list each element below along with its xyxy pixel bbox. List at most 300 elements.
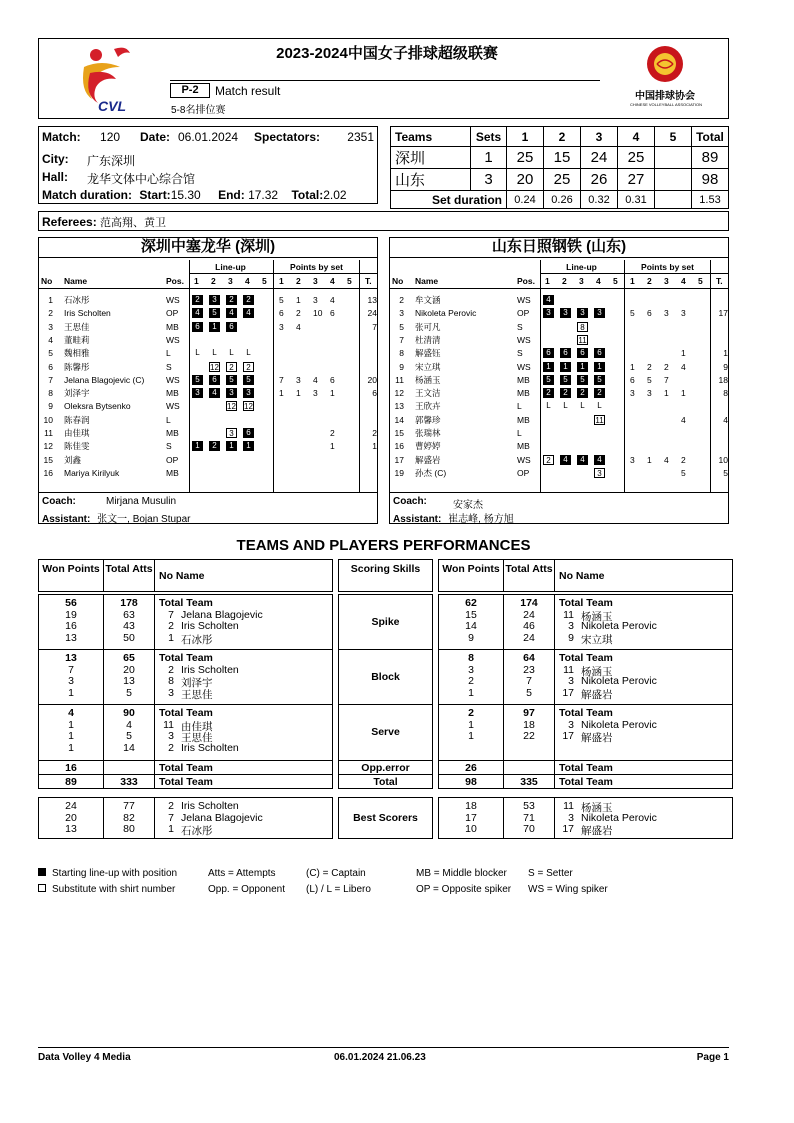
score-total-2: 98 bbox=[692, 169, 729, 191]
lineup-cell: L bbox=[580, 401, 585, 411]
lineup-cell: L bbox=[246, 348, 251, 358]
won-points-value: 1 bbox=[468, 686, 474, 699]
set-points: 4 bbox=[296, 321, 301, 332]
player-position: L bbox=[517, 401, 522, 412]
match-label: Match: bbox=[42, 130, 81, 144]
lineup-set-header: 2 bbox=[211, 276, 216, 286]
player-name-value: Total Team bbox=[559, 597, 613, 609]
won-points-value: 3 bbox=[68, 675, 74, 687]
opp-error-left-team: Total Team bbox=[159, 762, 213, 774]
score-2-3: 26 bbox=[581, 169, 618, 191]
player-number-value: 3 bbox=[568, 620, 574, 632]
won-points-value: 1 bbox=[68, 686, 74, 699]
player-position: WS bbox=[166, 401, 180, 412]
scoring-skills-header: Scoring Skills bbox=[350, 563, 421, 575]
player-number: 8 bbox=[399, 348, 404, 359]
won-points-value: 1 bbox=[68, 730, 74, 742]
set-points: 2 bbox=[647, 361, 652, 372]
player-row bbox=[39, 414, 377, 427]
player-row bbox=[39, 427, 377, 440]
legend-ws: WS = Wing spiker bbox=[528, 884, 608, 895]
won-points-value: 7 bbox=[68, 663, 74, 676]
total-atts-value: 13 bbox=[123, 675, 135, 687]
total-atts-value: 14 bbox=[123, 741, 135, 754]
best-atts: 70 bbox=[523, 823, 535, 835]
player-row bbox=[390, 427, 728, 440]
player-row bbox=[390, 467, 728, 480]
lineup-cell: 4 bbox=[577, 455, 588, 465]
player-row bbox=[390, 361, 728, 374]
lineup-cell: 3 bbox=[577, 308, 588, 318]
hall-label: Hall: bbox=[42, 170, 69, 184]
best-points: 24 bbox=[65, 800, 77, 812]
team-left-coach-divider bbox=[38, 492, 378, 493]
player-number: 16 bbox=[43, 467, 53, 478]
player-number: 11 bbox=[395, 374, 404, 385]
set-points: 1 bbox=[279, 388, 284, 399]
legend-substitute bbox=[38, 884, 175, 895]
set-points: 1 bbox=[330, 388, 335, 399]
lineup-cell: L bbox=[546, 401, 551, 411]
opp-error-label: Opp.error bbox=[361, 762, 410, 774]
t-header: T. bbox=[365, 276, 372, 286]
player-total: 17 bbox=[718, 308, 728, 319]
total-left-team: Total Team bbox=[159, 776, 213, 788]
player-name-value: Total Team bbox=[159, 707, 213, 719]
player-total: 7 bbox=[372, 321, 377, 332]
match-date: 06.01.2024 bbox=[178, 130, 239, 144]
player-row bbox=[39, 334, 377, 347]
player-name: 陈馨彤 bbox=[64, 361, 90, 372]
col-line bbox=[554, 797, 555, 839]
player-number: 7 bbox=[399, 334, 404, 345]
player-total: 6 bbox=[372, 388, 377, 399]
total-right-pts: 98 bbox=[465, 776, 477, 788]
lineup-cell: 2 bbox=[226, 295, 237, 305]
legend-starting bbox=[38, 868, 177, 879]
legend-atts: Atts = Attempts bbox=[208, 868, 276, 879]
lineup-cell: 4 bbox=[560, 455, 571, 465]
player-total: 8 bbox=[723, 388, 728, 399]
legend-mb: MB = Middle blocker bbox=[416, 868, 507, 879]
won-points-value: 8 bbox=[468, 652, 474, 664]
match-subtitle: 5-8名排位赛 bbox=[171, 105, 226, 116]
player-row bbox=[39, 454, 377, 467]
player-number-value: 11 bbox=[563, 663, 574, 676]
lineup-cell: L bbox=[229, 348, 234, 358]
player-number: 10 bbox=[43, 414, 53, 425]
score-1-5 bbox=[655, 147, 692, 169]
lineup-set-header: 4 bbox=[596, 276, 601, 286]
total-atts-value: 50 bbox=[123, 631, 135, 644]
score-2-5 bbox=[655, 169, 692, 191]
set-points: 7 bbox=[664, 374, 669, 385]
player-total: 10 bbox=[718, 454, 728, 465]
team-right-assistant bbox=[393, 510, 514, 525]
set-duration-4: 0.31 bbox=[618, 191, 655, 209]
player-position: OP bbox=[166, 454, 179, 465]
player-number-value: 9 bbox=[568, 631, 574, 644]
footer-right: Page 1 bbox=[696, 1052, 729, 1063]
player-number-value: 11 bbox=[563, 608, 574, 621]
title-underline bbox=[170, 80, 600, 81]
lineup-cell: 3 bbox=[226, 428, 237, 438]
total-atts-value: 7 bbox=[526, 675, 532, 687]
player-position: S bbox=[166, 441, 172, 452]
lineup-cell: 3 bbox=[560, 308, 571, 318]
lineup-cell: 5 bbox=[192, 375, 203, 385]
player-name-value: Jelana Blagojevic bbox=[181, 608, 263, 621]
set-points: 1 bbox=[296, 295, 301, 305]
col-line bbox=[554, 559, 555, 592]
team-left-coach bbox=[42, 496, 177, 507]
match-result-label: Match result bbox=[215, 84, 281, 98]
lineup-cell: 6 bbox=[192, 322, 203, 332]
lineup-cell: 6 bbox=[577, 348, 588, 358]
player-row bbox=[39, 361, 377, 374]
player-number: 4 bbox=[48, 334, 53, 345]
player-position: S bbox=[517, 321, 523, 332]
player-number: 3 bbox=[399, 308, 404, 319]
player-name: 刘鑫 bbox=[64, 454, 82, 465]
total-atts-value: 20 bbox=[123, 663, 135, 676]
player-name-value: 石冰彤 bbox=[181, 633, 213, 646]
player-name: Mariya Kirilyuk bbox=[64, 467, 120, 478]
player-number: 9 bbox=[399, 361, 404, 372]
player-number-value: 2 bbox=[168, 663, 174, 676]
player-position: MB bbox=[517, 374, 530, 385]
skill-sep bbox=[38, 649, 333, 650]
player-name: 王文洁 bbox=[415, 388, 441, 399]
coach-right: 安家杰 bbox=[453, 500, 483, 511]
lineup-cell: 5 bbox=[543, 375, 554, 385]
team-left-assistant bbox=[42, 510, 191, 525]
total-atts-value: 174 bbox=[520, 597, 538, 609]
best-number: 11 bbox=[563, 800, 574, 812]
player-name: Jelana Blagojevic (C) bbox=[64, 374, 145, 385]
lineup-cell: 4 bbox=[543, 295, 554, 305]
sets-header: Sets bbox=[471, 127, 507, 147]
set2-header: 2 bbox=[544, 127, 581, 147]
player-total: 13 bbox=[367, 295, 377, 305]
player-number: 17 bbox=[394, 454, 404, 465]
no-name-header: No Name bbox=[559, 570, 605, 582]
player-row bbox=[390, 374, 728, 387]
player-name: Iris Scholten bbox=[64, 308, 111, 319]
player-name-value: 由佳琪 bbox=[181, 720, 213, 733]
points-set-header: 4 bbox=[681, 276, 686, 286]
set-points: 6 bbox=[647, 308, 652, 319]
player-position: S bbox=[517, 348, 523, 359]
points-set-header: 2 bbox=[296, 276, 301, 286]
score-2-2: 25 bbox=[544, 169, 581, 191]
won-points-value: 16 bbox=[65, 620, 77, 632]
player-row bbox=[39, 347, 377, 360]
player-name-value: Iris Scholten bbox=[181, 741, 239, 754]
performance-title: TEAMS AND PLAYERS PERFORMANCES bbox=[236, 537, 531, 554]
total-atts-value: 23 bbox=[523, 663, 535, 676]
lineup-cell: 3 bbox=[226, 388, 237, 398]
lineup-cell: 2 bbox=[594, 388, 605, 398]
won-points-value: 1 bbox=[68, 718, 74, 731]
player-row bbox=[39, 374, 377, 387]
player-name: 郭馨珍 bbox=[415, 414, 441, 425]
set1-header: 1 bbox=[507, 127, 544, 147]
player-name: 刘泽宇 bbox=[64, 388, 90, 399]
player-number-value: 2 bbox=[168, 741, 174, 754]
set-points: 2 bbox=[681, 454, 686, 465]
lineup-cell: 5 bbox=[577, 375, 588, 385]
player-total: 5 bbox=[723, 467, 728, 478]
points-set-header: 2 bbox=[647, 276, 652, 286]
won-points-value: 1 bbox=[468, 718, 474, 731]
lineup-cell: 5 bbox=[226, 375, 237, 385]
total-atts-header: Total Atts bbox=[105, 563, 153, 575]
header-bottom bbox=[390, 288, 728, 289]
player-position: L bbox=[166, 348, 171, 359]
best-name: Jelana Blagojevic bbox=[181, 811, 263, 824]
player-number: 15 bbox=[43, 454, 53, 465]
player-name-value: 解盛岩 bbox=[581, 732, 613, 744]
player-number-value: 3 bbox=[568, 675, 574, 687]
player-name: 曹婷婷 bbox=[415, 441, 441, 452]
total-time: 2.02 bbox=[323, 188, 347, 202]
player-row bbox=[390, 454, 728, 467]
won-points-value: 19 bbox=[65, 608, 77, 621]
player-number: 16 bbox=[394, 441, 404, 452]
lineup-cell: 12 bbox=[244, 402, 253, 412]
lineup-cell: 12 bbox=[210, 362, 219, 372]
total-atts-value: 4 bbox=[126, 718, 132, 731]
player-row bbox=[390, 440, 728, 453]
set-duration-2: 0.26 bbox=[544, 191, 581, 209]
player-total: 18 bbox=[718, 374, 728, 385]
best-number: 3 bbox=[568, 811, 574, 824]
player-number: 5 bbox=[48, 348, 53, 359]
lineup-cell: 1 bbox=[243, 441, 254, 451]
best-points: 10 bbox=[465, 823, 477, 835]
set-points: 4 bbox=[313, 374, 318, 385]
match-number: 120 bbox=[100, 130, 121, 144]
player-row bbox=[390, 387, 728, 400]
set-points: 2 bbox=[296, 308, 301, 319]
lineup-cell: 5 bbox=[243, 375, 254, 385]
player-number: 2 bbox=[48, 308, 53, 319]
city-line bbox=[42, 152, 136, 168]
set-points: 4 bbox=[664, 454, 669, 465]
best-atts: 53 bbox=[523, 800, 535, 812]
pos-header: Pos. bbox=[166, 276, 184, 286]
score-sets-2: 3 bbox=[471, 169, 507, 191]
referees-line bbox=[42, 214, 166, 230]
teams-header: Teams bbox=[391, 127, 471, 147]
player-total: 1 bbox=[723, 348, 728, 359]
player-number-value: 7 bbox=[168, 608, 174, 621]
points-set-header: 1 bbox=[630, 276, 635, 286]
total-atts-value: 24 bbox=[523, 631, 535, 644]
player-row bbox=[390, 400, 728, 413]
player-position: OP bbox=[166, 308, 179, 319]
lineup-cell: L bbox=[563, 401, 568, 411]
t-header: T. bbox=[716, 276, 723, 286]
start-label: Start: bbox=[139, 188, 171, 202]
col-line bbox=[154, 797, 155, 839]
player-number: 19 bbox=[394, 467, 404, 478]
player-name: Oleksra Bytsenko bbox=[64, 401, 131, 412]
lineup-cell: 2 bbox=[543, 455, 554, 465]
player-total: 20 bbox=[367, 374, 377, 385]
total-atts-value: 65 bbox=[123, 652, 135, 664]
row-sep bbox=[338, 760, 433, 761]
coach-label-left: Coach: bbox=[42, 496, 76, 507]
player-name: 王欣卉 bbox=[415, 401, 441, 412]
row-sep bbox=[38, 760, 333, 761]
set-points: 3 bbox=[630, 388, 635, 399]
player-number: 2 bbox=[399, 295, 404, 305]
player-row bbox=[39, 307, 377, 320]
player-position: L bbox=[166, 414, 171, 425]
set-points: 2 bbox=[664, 361, 669, 372]
won-points-value: 13 bbox=[65, 631, 77, 644]
player-row bbox=[390, 321, 728, 334]
set-points: 1 bbox=[630, 361, 635, 372]
player-number: 8 bbox=[48, 388, 53, 399]
set-points: 6 bbox=[330, 374, 335, 385]
best-number: 2 bbox=[168, 800, 174, 812]
team-right-coach-divider bbox=[389, 492, 729, 493]
player-name-value: Nikoleta Perovic bbox=[581, 675, 657, 687]
total-atts-value: 5 bbox=[126, 730, 132, 742]
assistant-label-right: Assistant: bbox=[393, 514, 442, 525]
won-points-value: 14 bbox=[465, 620, 477, 632]
lineup-cell: 11 bbox=[595, 415, 604, 425]
row-sep bbox=[438, 774, 733, 775]
set-points: 5 bbox=[279, 295, 284, 305]
set-points: 1 bbox=[647, 454, 652, 465]
set-points: 3 bbox=[313, 388, 318, 399]
set-points: 4 bbox=[681, 414, 686, 425]
won-points-value: 3 bbox=[468, 663, 474, 676]
player-number: 13 bbox=[394, 401, 404, 412]
match-code: P-2 bbox=[170, 83, 210, 98]
set-points: 3 bbox=[630, 454, 635, 465]
player-row bbox=[390, 347, 728, 360]
won-points-value: 9 bbox=[468, 631, 474, 644]
player-row bbox=[39, 400, 377, 413]
end-time: 17.32 bbox=[248, 188, 279, 202]
player-name-value: Total Team bbox=[559, 652, 613, 664]
spectators-label: Spectators: bbox=[254, 130, 321, 144]
won-points-value: 13 bbox=[65, 652, 77, 664]
player-position: MB bbox=[166, 428, 179, 438]
player-number: 3 bbox=[48, 321, 53, 332]
lineup-cell: 5 bbox=[560, 375, 571, 385]
lineup-cell: 5 bbox=[594, 375, 605, 385]
duration-label: Match duration: bbox=[42, 188, 132, 202]
best-name: 解盛岩 bbox=[581, 825, 613, 837]
score-team-1: 深圳 bbox=[391, 147, 471, 169]
player-number: 15 bbox=[394, 428, 404, 438]
player-name: 魏相雅 bbox=[64, 348, 90, 359]
score-1-1: 25 bbox=[507, 147, 544, 169]
opp-error-left-pts: 16 bbox=[65, 762, 77, 774]
lineup-cell: 2 bbox=[243, 362, 254, 372]
points-set-header: 1 bbox=[279, 276, 284, 286]
player-name-value: Nikoleta Perovic bbox=[581, 718, 657, 731]
set-points: 2 bbox=[330, 428, 335, 438]
best-name: 杨涵玉 bbox=[581, 802, 613, 814]
lineup-cell: 3 bbox=[192, 388, 203, 398]
player-position: WS bbox=[517, 295, 531, 305]
header-sep bbox=[540, 273, 728, 274]
lineup-cell: 6 bbox=[243, 428, 254, 438]
won-points-value: 1 bbox=[68, 741, 74, 754]
points-set-header: 3 bbox=[664, 276, 669, 286]
set-points: 3 bbox=[664, 308, 669, 319]
player-name-value: Nikoleta Perovic bbox=[581, 620, 657, 632]
spectators: 2351 bbox=[347, 130, 374, 144]
set-points: 3 bbox=[647, 388, 652, 399]
player-position: WS bbox=[517, 454, 531, 465]
player-total: 2 bbox=[372, 428, 377, 438]
total-atts-value: 22 bbox=[523, 730, 535, 742]
team-right-name: 山东日照钢铁 (山东) bbox=[389, 238, 729, 258]
cva-emblem bbox=[645, 44, 685, 84]
lineup-cell: 1 bbox=[192, 441, 203, 451]
points-set-header: 5 bbox=[698, 276, 703, 286]
total-right-team: Total Team bbox=[559, 776, 613, 788]
total-header: Total bbox=[692, 127, 729, 147]
player-total: 9 bbox=[723, 361, 728, 372]
best-atts: 80 bbox=[123, 823, 135, 835]
player-position: OP bbox=[517, 308, 530, 319]
player-name: 王思佳 bbox=[64, 321, 90, 332]
player-position: WS bbox=[517, 334, 531, 345]
lineup-set-header: 1 bbox=[545, 276, 550, 286]
set-points: 1 bbox=[664, 388, 669, 399]
set-points: 3 bbox=[313, 295, 318, 305]
player-name-value: 刘泽宇 bbox=[181, 677, 213, 689]
player-number: 5 bbox=[399, 321, 404, 332]
coach-label-right: Coach: bbox=[393, 496, 427, 507]
player-name-value: Total Team bbox=[559, 707, 613, 719]
player-name-value: Total Team bbox=[159, 652, 213, 664]
skill-sep bbox=[338, 704, 433, 705]
cvl-logo bbox=[74, 43, 136, 115]
lineup-cell: 4 bbox=[192, 308, 203, 318]
player-name: 杜清清 bbox=[415, 334, 441, 345]
player-position: MB bbox=[166, 388, 179, 399]
best-number: 7 bbox=[168, 811, 174, 824]
total-atts-value: 97 bbox=[523, 707, 535, 719]
lineup-cell: 1 bbox=[560, 362, 571, 372]
player-number-value: 3 bbox=[168, 686, 174, 699]
start-time: 15.30 bbox=[170, 188, 201, 202]
date-label: Date: bbox=[140, 130, 171, 144]
points-header: Points by set bbox=[641, 262, 694, 272]
cva-logo-text: 中国排球协会 bbox=[635, 91, 695, 102]
match-line bbox=[42, 130, 374, 144]
total-atts-value: 90 bbox=[123, 707, 135, 719]
player-name: 解盛钰 bbox=[415, 348, 441, 359]
score-sets-1: 1 bbox=[471, 147, 507, 169]
lineup-cell: 6 bbox=[560, 348, 571, 358]
points-set-header: 5 bbox=[347, 276, 352, 286]
lineup-cell: 2 bbox=[543, 388, 554, 398]
points-set-header: 4 bbox=[330, 276, 335, 286]
player-position: S bbox=[166, 361, 172, 372]
player-row bbox=[39, 440, 377, 453]
